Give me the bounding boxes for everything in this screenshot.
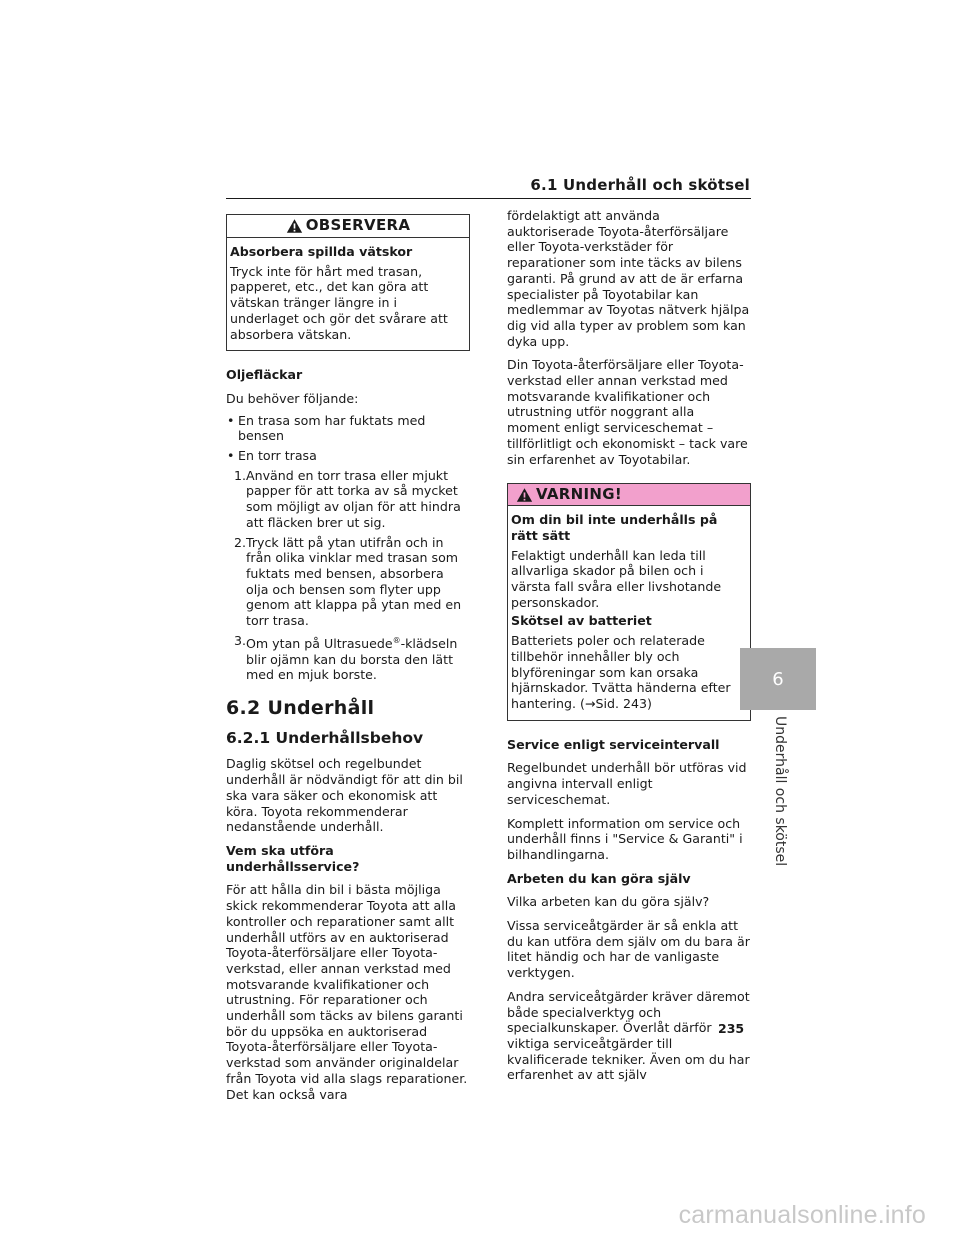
observera-label: OBSERVERA	[305, 216, 411, 235]
page-number: 235	[718, 1021, 745, 1036]
step3-post: -klädseln blir ojämn kan du borsta den lätt med en mjuk borste.	[246, 635, 458, 683]
observera-text: Tryck inte för hårt med trasan, papperet, etc., det kan göra att vätskan tränger längre in i underlaget och gör det svårare att absorbera vätskan.	[230, 263, 448, 342]
varning-label: VARNING!	[536, 484, 622, 503]
subsection-heading-6-2-1: 6.2.1 Underhållsbehov	[226, 728, 424, 747]
observera-header	[227, 215, 469, 238]
varning-text-2	[511, 633, 747, 712]
observera-subhead: Absorbera spillda vätskor	[230, 244, 413, 259]
need-text: Du behöver följande:	[226, 390, 359, 406]
step-text	[246, 633, 470, 683]
step-number: 1.	[234, 467, 247, 483]
observera-body	[227, 238, 469, 350]
steps-list	[226, 468, 470, 683]
service-info-text: Komplett information om service och underhåll finns i "Service & Garanti" i bilhandlingarna.	[507, 815, 743, 862]
varning-subhead-1: Om din bil inte underhålls på rätt sätt	[511, 512, 718, 543]
section-heading-6-2: 6.2 Underhåll	[226, 697, 375, 720]
step-number: 2.	[234, 534, 247, 550]
step-number: 3.	[234, 632, 247, 648]
step-item	[234, 535, 470, 629]
service-interval-text: Regelbundet underhåll bör utföras vid angivna intervall enligt serviceschemat.	[507, 760, 747, 807]
varning-box	[507, 483, 751, 720]
warning-triangle-icon	[516, 487, 533, 503]
chapter-tab[interactable]	[740, 648, 816, 710]
dealer-benefit-text: fördelaktigt att använda auktoriserade Toyota-återförsäljare eller Toyota-verkstäder för reparationer som inte täcks av bilens garanti. På grund av att de är erfarna specialister på Toyotabilar kan medlemmar av Toyotas nätverk hjälpa dig vid alla typer av problem som kan dyka upp.	[507, 208, 750, 349]
varning-body	[508, 506, 750, 719]
varning-text-2-post: )	[647, 695, 652, 711]
warning-triangle-icon	[286, 218, 303, 234]
diy-question: Vilka arbeten kan du göra själv?	[507, 894, 710, 910]
arrow-icon: →	[584, 695, 596, 711]
maintenance-intro: Daglig skötsel och regelbundet underhåll är nödvändigt för att din bil ska vara säker och ekonomisk att köra. Toyota rekommenderar nedanstående underhåll.	[226, 756, 463, 835]
watermark: carmanualsonline.info	[678, 1201, 926, 1229]
step-text: Använd en torr trasa eller mjukt papper för att torka av så mycket som möjligt av oljan för att hindra att fläcken brer ut sig.	[246, 467, 461, 530]
varning-text-1: Felaktigt underhåll kan leda till allvarliga skador på bilen och i värsta fall svåra eller livshotande personskador.	[511, 547, 722, 610]
step-item	[234, 468, 470, 531]
varning-subhead-2: Skötsel av batteriet	[511, 613, 652, 629]
supplies-list	[226, 413, 470, 464]
left-column	[226, 214, 470, 1110]
service-interval-heading: Service enligt serviceintervall	[507, 736, 720, 752]
chapter-number: 6	[772, 668, 784, 690]
dealer-text: Din Toyota-återförsäljare eller Toyota-verkstad eller annan verkstad med motsvarande kvalifikationer och utrustning utför noggrant alla moment enligt serviceschemat – tillförlitligt och ekonomiskt – tack vare sin erfarenhet av Toyotabilar.	[507, 357, 748, 467]
oil-stains-heading: Oljefläckar	[226, 367, 303, 383]
page-reference-link[interactable]: Sid. 243	[595, 695, 648, 711]
right-column	[507, 208, 751, 1091]
step-text: Tryck lätt på ytan utifrån och in från olika vinklar med trasan som fuktats med bensen, absorbera olja och bensen som flyter upp genom att klappa på ytan med en torr trasa.	[246, 534, 462, 629]
diy-text-2: Andra serviceåtgärder kräver däremot både specialverktyg och specialkunskaper. Överlåt därför viktiga serviceåtgärder till kvalificerade tekniker. Även om du har erfarenhet av att själv	[507, 988, 750, 1083]
varning-text-2-pre: Batteriets poler och relaterade tillbehör innehåller bly och blyföreningar som kan orsaka hjärnskador. Tvätta händerna efter hantering. (	[511, 633, 731, 711]
varning-header	[508, 484, 750, 506]
who-service-heading: Vem ska utföra underhållsservice?	[226, 842, 360, 874]
step-item	[234, 633, 470, 683]
step3-pre: Om ytan på Ultrasuede	[246, 635, 393, 651]
diy-text-1: Vissa serviceåtgärder är så enkla att du kan utföra dem själv om du bara är litet händig och har de vanligaste verktygen.	[507, 918, 750, 981]
registered-mark: ®	[392, 635, 401, 645]
observera-box	[226, 214, 470, 351]
page-header-title: 6.1 Underhåll och skötsel	[530, 176, 750, 194]
diy-heading: Arbeten du kan göra själv	[507, 870, 691, 886]
list-item: • En trasa som har fuktats med bensen	[226, 413, 470, 444]
chapter-side-label: Underhåll och skötsel	[772, 716, 788, 867]
who-service-text: För att hålla din bil i bästa möjliga skick rekommenderar Toyota att alla kontroller och reparationer samt allt underhåll utförs av en auktoriserad Toyota-återförsäljare eller Toyota-verkstad, eller annan verkstad med motsvarande kvalifikationer och utrustning. För reparationer och underhåll som täcks av bilens garanti bör du uppsöka en auktoriserad Toyota-återförsäljare eller Toyota-verkstad som använder originaldelar från Toyota vid alla slags reparationer. Det kan också vara	[226, 882, 468, 1102]
list-item: • En torr trasa	[226, 448, 470, 464]
header-rule	[226, 198, 751, 199]
